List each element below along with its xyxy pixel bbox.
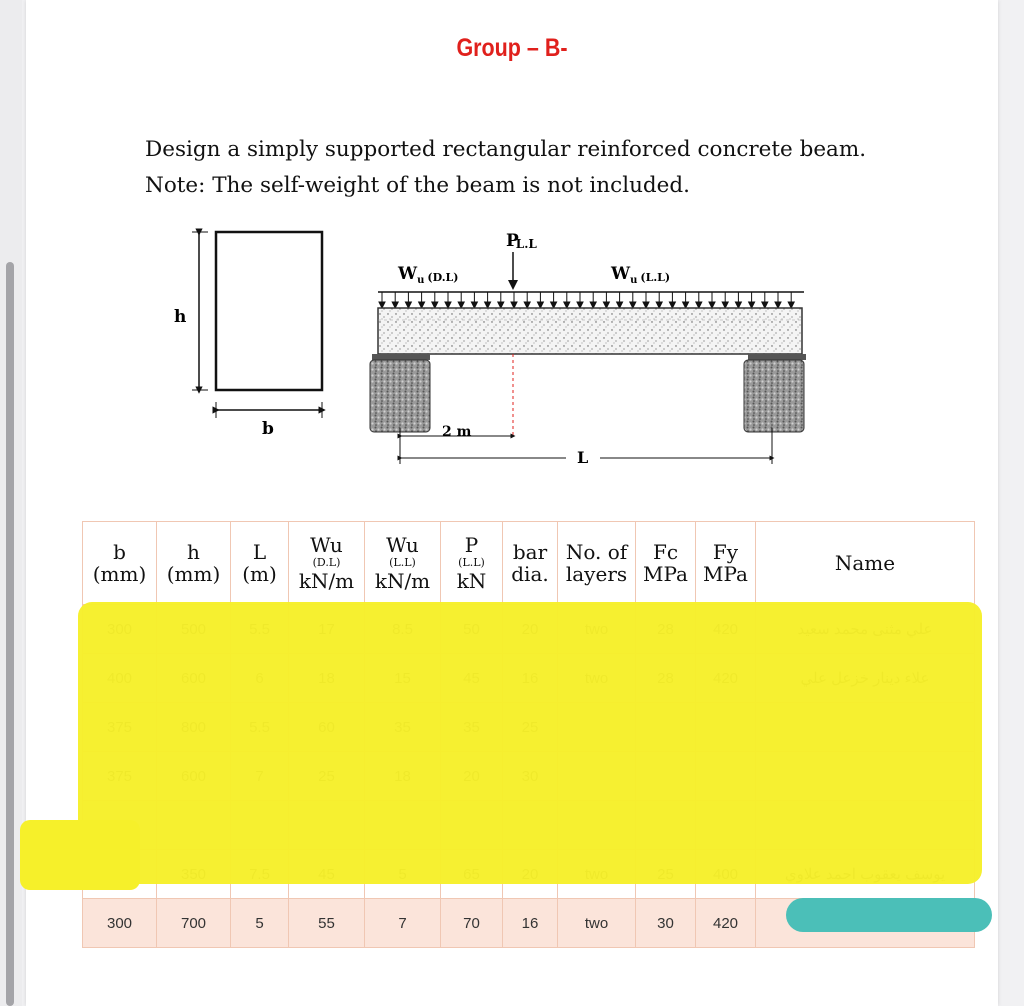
column-header-unit: (mm) <box>92 562 147 586</box>
column-header <box>365 522 441 605</box>
column-header-unit: dia. <box>511 562 549 586</box>
load-arrowhead <box>775 302 781 308</box>
load-arrowhead <box>735 302 741 308</box>
load-arrowhead <box>643 302 649 308</box>
column-header <box>756 522 975 605</box>
load-arrowhead <box>590 302 596 308</box>
distributed-load <box>378 292 804 308</box>
left-support <box>370 354 430 432</box>
column-header-main: Fy <box>712 540 739 564</box>
column-header-sub: (L.L) <box>458 556 485 569</box>
column-header-main: P <box>464 533 479 557</box>
load-arrowhead <box>432 302 438 308</box>
column-header <box>441 522 503 605</box>
load-arrowhead <box>617 302 623 308</box>
load-arrowhead <box>788 302 794 308</box>
section-b-label: b <box>262 419 274 439</box>
load-arrowhead <box>683 302 689 308</box>
section-h-label: h <box>174 307 187 327</box>
load-arrowhead <box>471 302 477 308</box>
column-header <box>83 522 157 605</box>
column-header <box>558 522 636 605</box>
column-header-unit: kN/m <box>298 569 355 593</box>
column-header <box>289 522 365 605</box>
load-arrowhead <box>485 302 491 308</box>
teal-redaction-mark <box>786 898 992 932</box>
column-header <box>157 522 231 605</box>
yellow-highlight-overlay <box>78 602 982 884</box>
load-arrowhead <box>749 302 755 308</box>
column-header-unit: MPa <box>703 562 748 586</box>
load-arrowhead <box>603 302 609 308</box>
load-arrowhead <box>537 302 543 308</box>
load-arrowhead <box>458 302 464 308</box>
column-header-main: Wu <box>310 533 343 557</box>
table-cell: 70 <box>441 899 503 948</box>
column-header-unit: layers <box>565 562 628 586</box>
table-cell: 7 <box>365 899 441 948</box>
load-arrowhead <box>564 302 570 308</box>
column-header <box>636 522 696 605</box>
column-header-main: L <box>252 540 267 564</box>
column-header-sub: (L.L) <box>389 556 416 569</box>
load-arrowhead <box>524 302 530 308</box>
load-arrowhead <box>379 302 385 308</box>
column-header-main: b <box>113 540 126 564</box>
dim-2m-label: 2 m <box>442 424 472 440</box>
dl-load-label: $W_u$ (D.L) <box>398 264 459 286</box>
column-header-unit: MPa <box>643 562 688 586</box>
load-arrowhead <box>656 302 662 308</box>
document-page <box>26 0 998 1006</box>
point-load-label: PL.L <box>506 231 537 251</box>
load-arrowhead <box>709 302 715 308</box>
column-header-unit: (mm) <box>166 562 221 586</box>
load-arrowhead <box>630 302 636 308</box>
load-arrowhead <box>392 302 398 308</box>
table-cell: 30 <box>636 899 696 948</box>
point-load <box>506 231 537 290</box>
load-arrowhead <box>722 302 728 308</box>
dim-L-label: L <box>577 448 589 467</box>
load-arrowhead <box>419 302 425 308</box>
load-arrowhead <box>696 302 702 308</box>
table-cell: 300 <box>83 899 157 948</box>
table-cell: 700 <box>157 899 231 948</box>
page-title: Group – B- <box>456 34 568 62</box>
right-support <box>744 354 806 432</box>
load-arrowhead <box>551 302 557 308</box>
load-arrowhead <box>445 302 451 308</box>
load-arrowhead <box>577 302 583 308</box>
table-cell: 420 <box>696 899 756 948</box>
load-arrowhead <box>498 302 504 308</box>
table-cell: 55 <box>289 899 365 948</box>
cross-section <box>174 232 322 439</box>
column-header-unit: kN <box>456 569 487 593</box>
ll-load-label: $W_u$ (L.L) <box>611 264 671 286</box>
column-header-main: Fc <box>652 540 679 564</box>
table-header-row <box>83 522 975 605</box>
column-header-main: No. of <box>565 540 628 564</box>
column-header-main: Name <box>834 551 896 575</box>
column-header-main: bar <box>512 540 548 564</box>
column-header <box>231 522 289 605</box>
load-arrowhead <box>762 302 768 308</box>
load-arrowhead <box>511 302 517 308</box>
column-header-unit: kN/m <box>374 569 431 593</box>
table-cell: two <box>558 899 636 948</box>
column-header-sub: (D.L) <box>312 556 341 569</box>
scrollbar-track[interactable] <box>0 0 22 1006</box>
table-cell: 16 <box>503 899 558 948</box>
load-arrowhead <box>669 302 675 308</box>
load-arrowhead <box>405 302 411 308</box>
beam <box>378 308 802 354</box>
column-header-main: Wu <box>386 533 419 557</box>
table-cell: 5 <box>231 899 289 948</box>
column-header <box>696 522 756 605</box>
column-header <box>503 522 558 605</box>
beam-diagram <box>26 0 998 500</box>
problem-note: Note: The self-weight of the beam is not included. <box>145 173 691 198</box>
yellow-highlight-overlay-edge <box>20 820 140 890</box>
column-header-unit: (m) <box>242 562 277 586</box>
problem-statement: Design a simply supported rectangular reinforced concrete beam. <box>145 137 867 162</box>
column-header-main: h <box>187 540 200 564</box>
scrollbar-thumb[interactable] <box>6 262 14 1006</box>
